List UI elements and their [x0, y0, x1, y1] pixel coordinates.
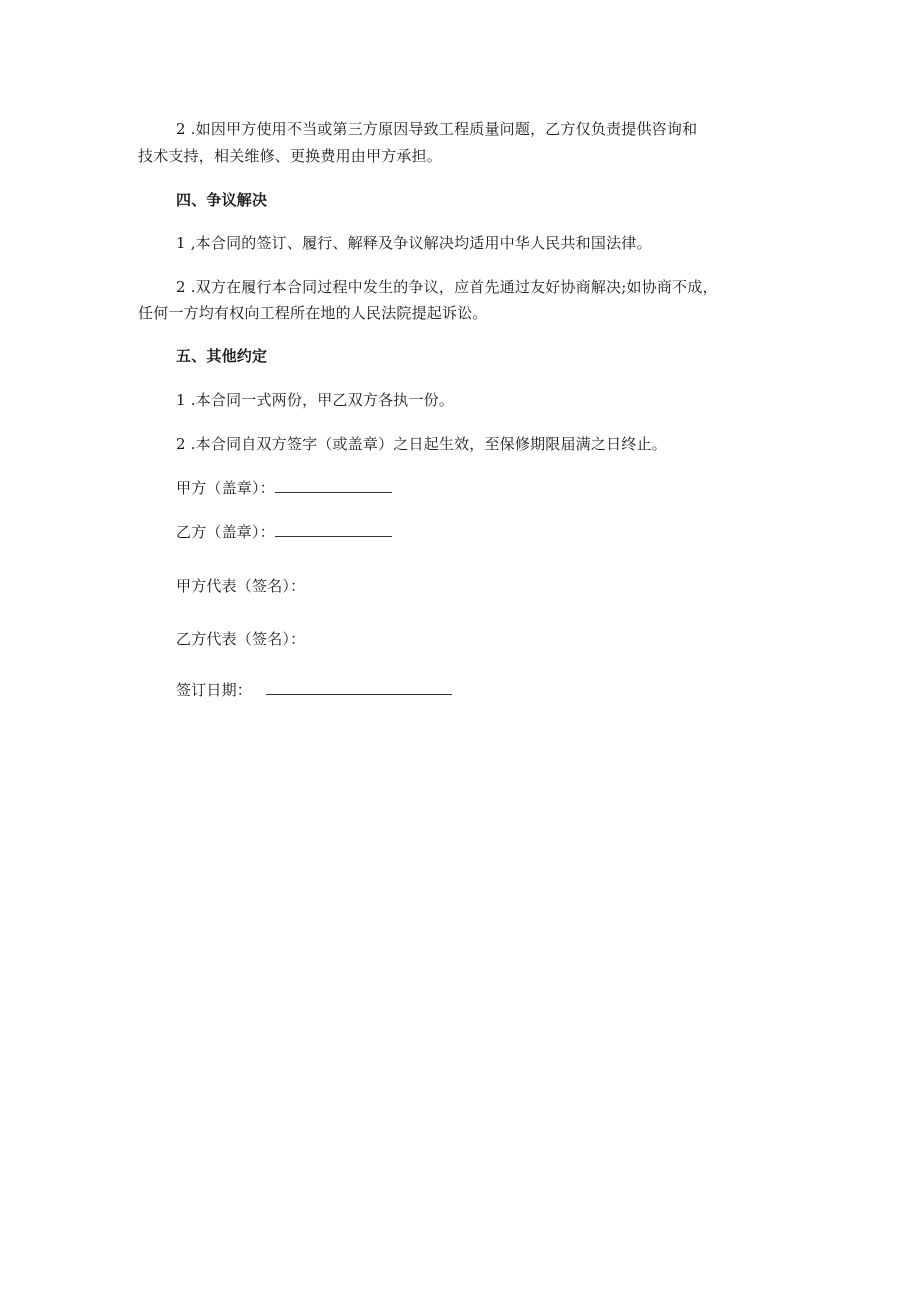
- sign-date-line: [176, 680, 452, 700]
- section4-heading: 四、争议解决: [176, 191, 268, 209]
- party-b-rep-label: 乙方代表（签名）：: [176, 630, 306, 648]
- party-a-seal-label: 甲方（盖章）：: [176, 479, 275, 497]
- section3-item2-line2: 技术支持，相关维修、更换费用由甲方承担。: [138, 147, 443, 165]
- party-a-rep-label: 甲方代表（签名）：: [176, 577, 306, 595]
- party-b-seal-blank[interactable]: [275, 522, 392, 537]
- section4-item2-line1: 2 .双方在履行本合同过程中发生的争议，应首先通过友好协商解决;如协商不成，: [176, 278, 718, 296]
- party-a-seal-line: [176, 478, 392, 498]
- party-a-seal-blank[interactable]: [275, 478, 392, 493]
- section3-item2-line1: 2 .如因甲方使用不当或第三方原因导致工程质量问题，乙方仅负责提供咨询和: [176, 120, 698, 138]
- party-b-seal-label: 乙方（盖章）：: [176, 523, 275, 541]
- sign-date-blank[interactable]: [266, 680, 452, 695]
- section4-item1: 1 ,本合同的签订、履行、解释及争议解决均适用中华人民共和国法律。: [176, 234, 652, 252]
- sign-date-label: 签订日期：: [176, 681, 253, 699]
- section5-item1: 1 .本合同一式两份，甲乙双方各执一份。: [176, 391, 455, 409]
- section5-item2: 2 .本合同自双方签字（或盖章）之日起生效，至保修期限届满之日终止。: [176, 435, 667, 453]
- section4-item2-line2: 任何一方均有权向工程所在地的人民法院提起诉讼。: [138, 304, 488, 322]
- party-b-seal-line: [176, 522, 392, 542]
- section5-heading: 五、其他约定: [176, 347, 268, 365]
